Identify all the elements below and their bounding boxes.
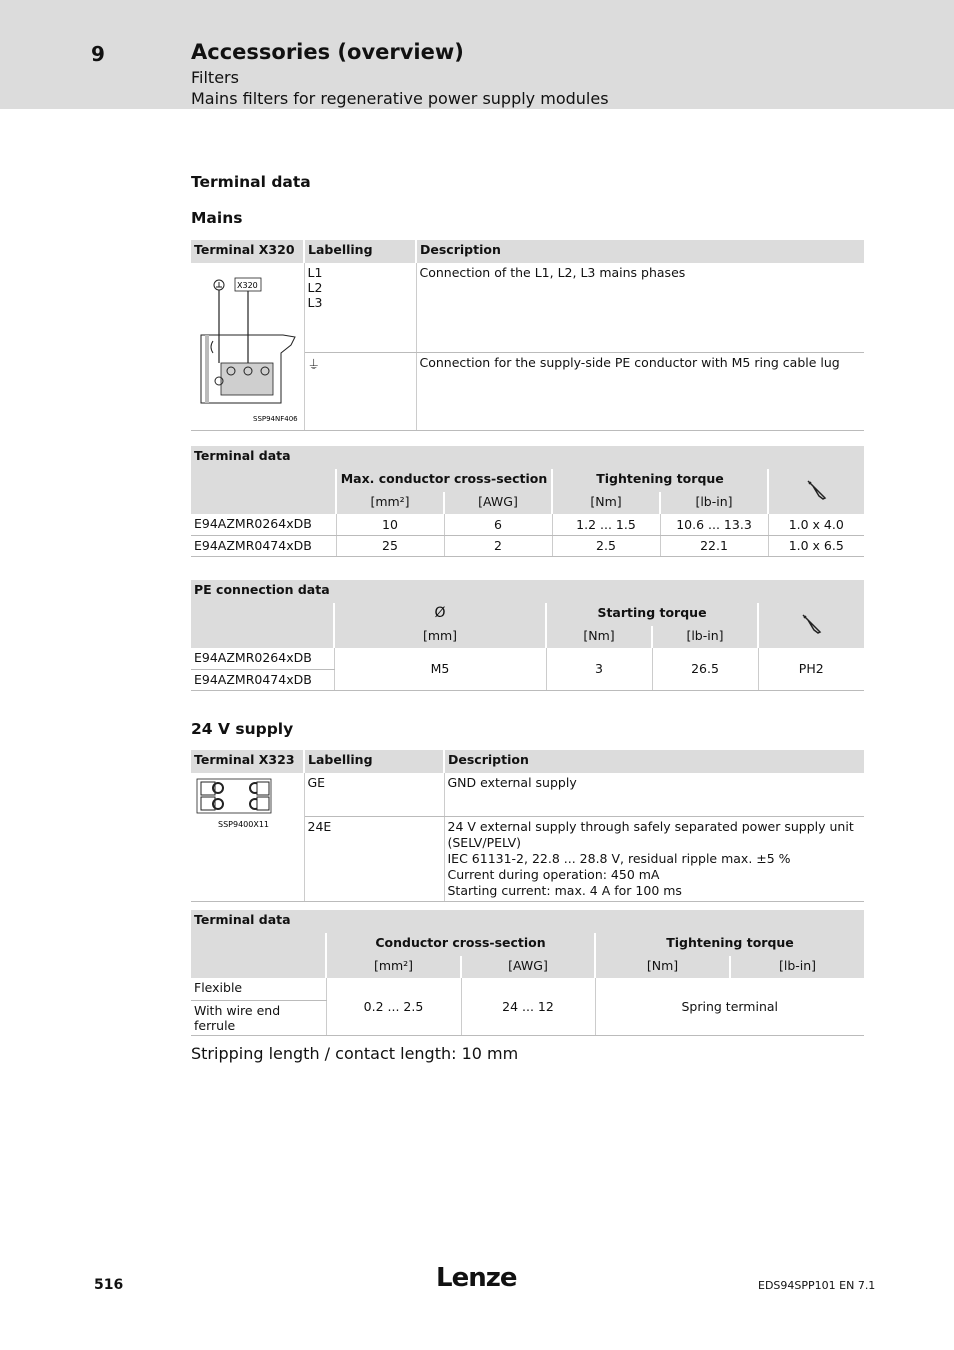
group-max-cross-section: Max. conductor cross-section — [336, 469, 552, 492]
label-l3: L3 — [307, 295, 323, 310]
row-awg: 6 — [444, 514, 552, 535]
supply-terminal-title: Terminal data — [191, 910, 864, 933]
row-lbin: 22.1 — [660, 535, 768, 556]
group-tightening-torque: Tightening torque — [552, 469, 768, 492]
heading-mains: Mains — [191, 209, 243, 227]
label-l1: L1 — [307, 265, 323, 280]
supply-desc-ge: GND external supply — [444, 773, 864, 816]
pe-title: PE connection data — [191, 580, 864, 603]
unit-mm: [mm] — [334, 626, 546, 648]
mains-col-labelling: Labelling — [304, 240, 416, 263]
pe-name-0: E94AZMR0264xDB — [191, 648, 334, 669]
row-ferrule: With wire end ferrule — [191, 1000, 326, 1035]
group-conductor-cross-section: Conductor cross-section — [326, 933, 595, 956]
row-name: E94AZMR0264xDB — [191, 514, 336, 535]
supply-label-ge: GE — [304, 773, 444, 816]
mains-col-terminal: Terminal X320 — [191, 240, 304, 263]
mains-table — [191, 240, 864, 431]
group-tightening-torque: Tightening torque — [595, 933, 864, 956]
unit-lbin: [lb-in] — [730, 956, 864, 978]
chapter-title: Accessories (overview) — [191, 40, 464, 64]
subtitle-mains-filters: Mains filters for regenerative power supply modules — [191, 89, 609, 108]
row-mm2: 10 — [336, 514, 444, 535]
row-awg: 2 — [444, 535, 552, 556]
mains-desc-pe: Connection for the supply-side PE conductor with M5 ring cable lug — [416, 353, 864, 431]
pe-connection-table — [191, 580, 864, 691]
table-row — [191, 535, 864, 556]
row-nm: 2.5 — [552, 535, 660, 556]
supply-label-24e: 24E — [304, 816, 444, 901]
unit-mm2: [mm²] — [326, 956, 461, 978]
label-l2: L2 — [307, 280, 323, 295]
desc-line: 24 V external supply through safely separated power supply unit (SELV/PELV) — [447, 818, 854, 850]
supply-torque: Spring terminal — [595, 978, 864, 1035]
terminal-x323-drawing — [191, 773, 304, 833]
unit-nm: [Nm] — [546, 626, 652, 648]
x320-label: X320 — [237, 281, 258, 290]
pe-name-1: E94AZMR0474xDB — [191, 669, 334, 690]
desc-line: IEC 61131-2, 22.8 ... 28.8 V, residual ripple max. ±5 % — [447, 850, 791, 866]
unit-awg: [AWG] — [444, 492, 552, 514]
terminal-x320-drawing — [191, 263, 304, 427]
subtitle-filters: Filters — [191, 68, 239, 87]
pe-nm: 3 — [546, 648, 652, 690]
terminal-x323-image — [191, 773, 304, 901]
supply-mm2: 0.2 ... 2.5 — [326, 978, 461, 1035]
unit-lbin: [lb-in] — [660, 492, 768, 514]
mains-labels-phases — [304, 263, 416, 353]
supply-terminal-data-table — [191, 910, 864, 1036]
supply-24v-table — [191, 750, 864, 902]
terminal-data-table — [191, 446, 864, 557]
heading-24v-supply: 24 V supply — [191, 720, 294, 738]
pe-lbin: 26.5 — [652, 648, 758, 690]
pe-corner — [191, 603, 334, 648]
terminal-x320-image — [191, 263, 304, 431]
supply-col-labelling: Labelling — [304, 750, 444, 773]
row-tool: 1.0 x 4.0 — [768, 514, 864, 535]
mains-col-description: Description — [416, 240, 864, 263]
heading-terminal-data: Terminal data — [191, 173, 311, 191]
screwdriver-icon — [768, 469, 864, 514]
table-row — [191, 514, 864, 535]
screwdriver-icon — [758, 603, 864, 648]
lenze-logo: Lenze — [436, 1263, 517, 1293]
stripping-length-note: Stripping length / contact length: 10 mm — [191, 1044, 519, 1063]
unit-lbin: [lb-in] — [652, 626, 758, 648]
diameter-icon: Ø — [334, 603, 546, 626]
supply-col-terminal: Terminal X323 — [191, 750, 304, 773]
x323-caption: SSP9400X11 — [218, 820, 269, 829]
unit-nm: [Nm] — [552, 492, 660, 514]
desc-line: Starting current: max. 4 A for 100 ms — [447, 882, 682, 898]
unit-nm: [Nm] — [595, 956, 730, 978]
desc-line: Current during operation: 450 mA — [447, 866, 660, 882]
mains-desc-phases: Connection of the L1, L2, L3 mains phases — [416, 263, 864, 353]
row-flexible: Flexible — [191, 978, 326, 1000]
row-mm2: 25 — [336, 535, 444, 556]
document-reference: EDS94SPP101 EN 7.1 — [758, 1279, 876, 1292]
unit-mm2: [mm²] — [336, 492, 444, 514]
pe-tool: PH2 — [758, 648, 864, 690]
row-name: E94AZMR0474xDB — [191, 535, 336, 556]
group-starting-torque: Starting torque — [546, 603, 758, 626]
terminal-data-corner — [191, 469, 336, 514]
row-lbin: 10.6 ... 13.3 — [660, 514, 768, 535]
pe-mm: M5 — [334, 648, 546, 690]
row-nm: 1.2 ... 1.5 — [552, 514, 660, 535]
terminal-data-title: Terminal data — [191, 446, 864, 469]
supply-awg: 24 ... 12 — [461, 978, 595, 1035]
unit-awg: [AWG] — [461, 956, 595, 978]
chapter-number: 9 — [91, 42, 105, 66]
row-tool: 1.0 x 6.5 — [768, 535, 864, 556]
supply-col-description: Description — [444, 750, 864, 773]
page-number: 516 — [94, 1277, 124, 1293]
supply-desc-24e — [444, 816, 864, 901]
x320-caption: SSP94NF406 — [253, 415, 298, 423]
supply-terminal-corner — [191, 933, 326, 978]
mains-label-pe: ⏚ — [304, 353, 416, 431]
